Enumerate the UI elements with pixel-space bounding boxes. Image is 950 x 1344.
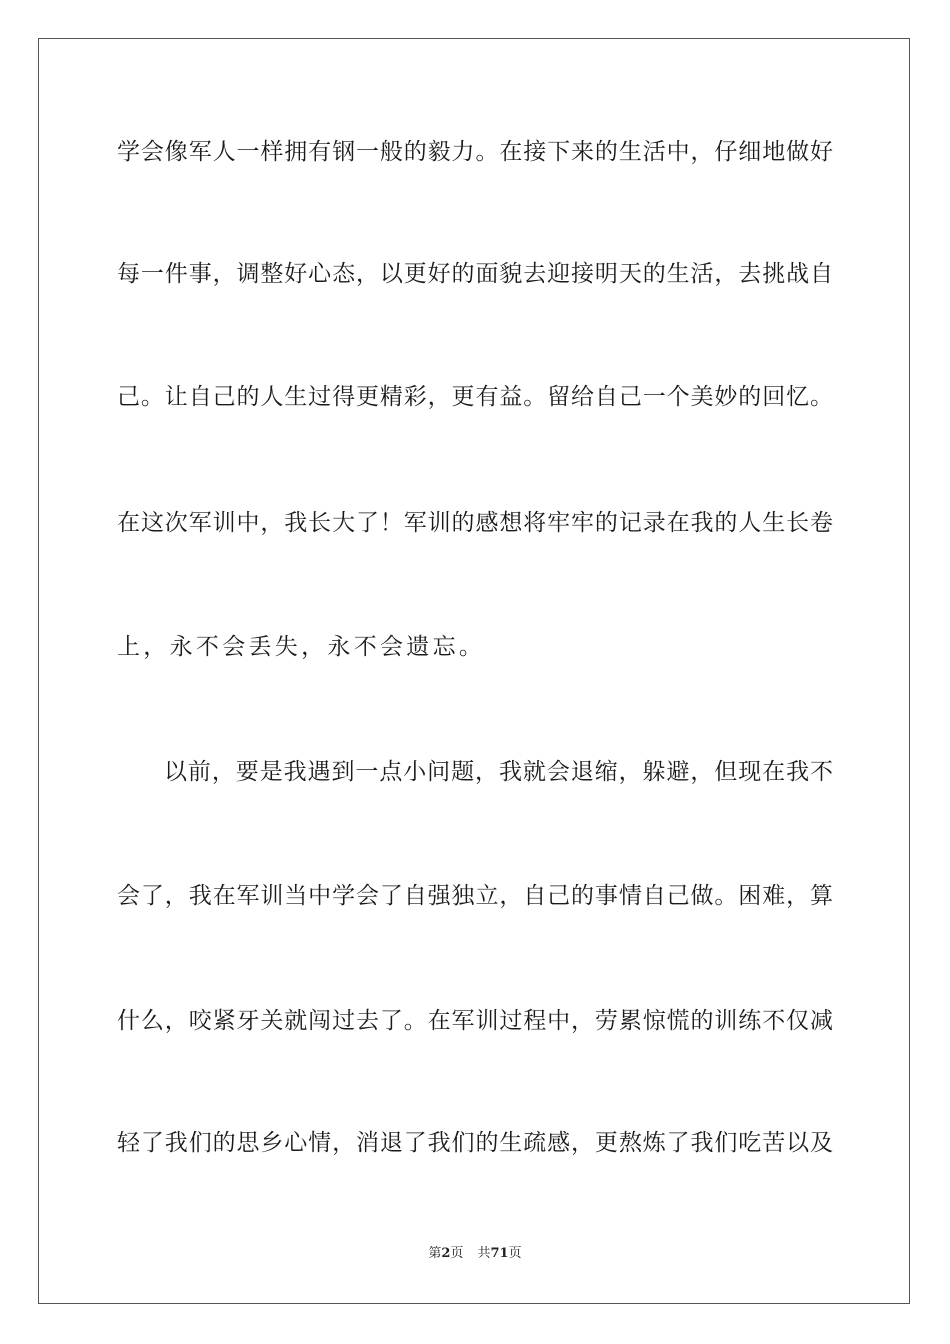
text-line-3: 己。让自己的人生过得更精彩，更有益。留给自己一个美妙的回忆。 bbox=[117, 384, 833, 410]
text-line-1: 学会像军人一样拥有钢一般的毅力。在接下来的生活中，仔细地做好 bbox=[117, 139, 833, 165]
page-footer bbox=[0, 1245, 950, 1263]
page-border bbox=[38, 38, 910, 1304]
text-line-2: 每一件事，调整好心态，以更好的面貌去迎接明天的生活，去挑战自 bbox=[117, 261, 833, 287]
text-line-4: 在这次军训中，我长大了！军训的感想将牢牢的记录在我的人生长卷 bbox=[117, 510, 833, 536]
text-line-5: 上，永不会丢失，永不会遗忘。 bbox=[117, 634, 486, 660]
page-suffix: 页 bbox=[450, 1246, 464, 1261]
page-prefix: 第 bbox=[428, 1246, 442, 1261]
text-line-8: 什么，咬紧牙关就闯过去了。在军训过程中，劳累惊慌的训练不仅减 bbox=[117, 1008, 833, 1034]
total-prefix: 共 bbox=[477, 1246, 491, 1261]
page-number: 2 bbox=[441, 1246, 451, 1261]
total-suffix: 页 bbox=[508, 1246, 522, 1261]
total-pages: 71 bbox=[490, 1246, 509, 1261]
text-line-9: 轻了我们的思乡心情，消退了我们的生疏感，更熬炼了我们吃苦以及 bbox=[117, 1130, 833, 1156]
paragraph-start-line: 以前，要是我遇到一点小问题，我就会退缩，躲避，但现在我不 bbox=[164, 759, 833, 785]
text-line-7: 会了，我在军训当中学会了自强独立，自己的事情自己做。困难，算 bbox=[117, 883, 833, 909]
